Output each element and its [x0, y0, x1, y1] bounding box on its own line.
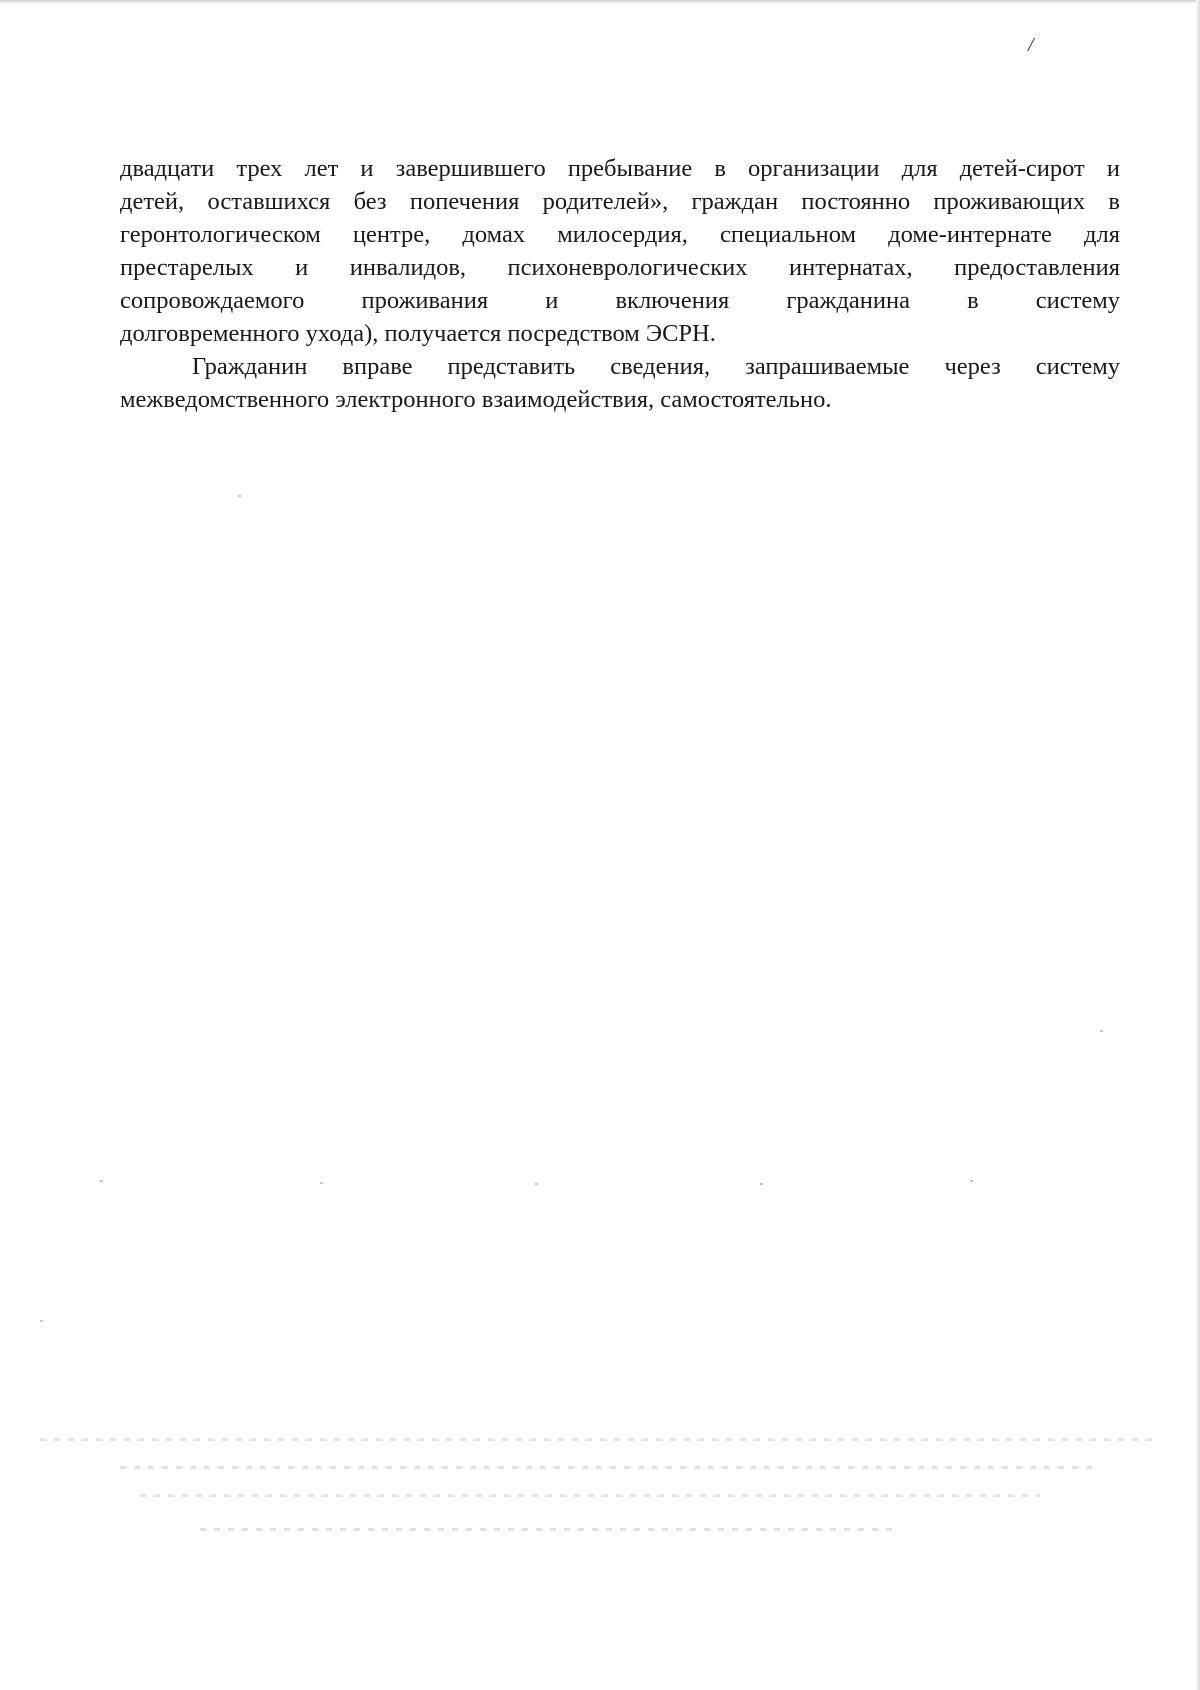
scan-noise [140, 1494, 1040, 1497]
paragraph-2-line-1: Гражданин вправе представить сведения, запрашиваемые через систему [192, 353, 1120, 380]
scan-speckle [320, 1182, 323, 1184]
paragraph-1-line-4: престарелых и инвалидов, психоневрологических интернатах, предоставления [120, 254, 1120, 281]
scan-edge-top [0, 0, 1200, 4]
paragraph-2-line-2: межведомственного электронного взаимодействия, самостоятельно. [120, 386, 832, 413]
paragraph-1-line-1: двадцати трех лет и завершившего пребывание в организации для детей-сирот и [120, 155, 1120, 182]
scan-speckle [1100, 1030, 1103, 1032]
scan-noise [40, 1438, 1160, 1441]
scan-speckle [100, 1180, 103, 1182]
paragraph-1-line-5: сопровождаемого проживания и включения гражданина в систему [120, 287, 1120, 314]
scan-speckle [970, 1180, 973, 1182]
page-mark: / [1028, 34, 1034, 56]
scan-noise [120, 1466, 1100, 1469]
scan-speckle [535, 1183, 538, 1185]
scan-speckle [760, 1183, 763, 1185]
paragraph-1-line-2: детей, оставшихся без попечения родителей», граждан постоянно проживающих в [120, 188, 1120, 215]
scan-speckle [238, 495, 241, 497]
scan-noise [200, 1528, 900, 1531]
paragraph-1-line-3: геронтологическом центре, домах милосердия, специальном доме-интернате для [120, 221, 1120, 248]
paragraph-1-line-6: долговременного ухода), получается посредством ЭСРН. [120, 320, 716, 347]
scan-edge-right [1196, 0, 1200, 1690]
document-text [120, 152, 1120, 416]
scan-speckle [40, 1320, 43, 1322]
